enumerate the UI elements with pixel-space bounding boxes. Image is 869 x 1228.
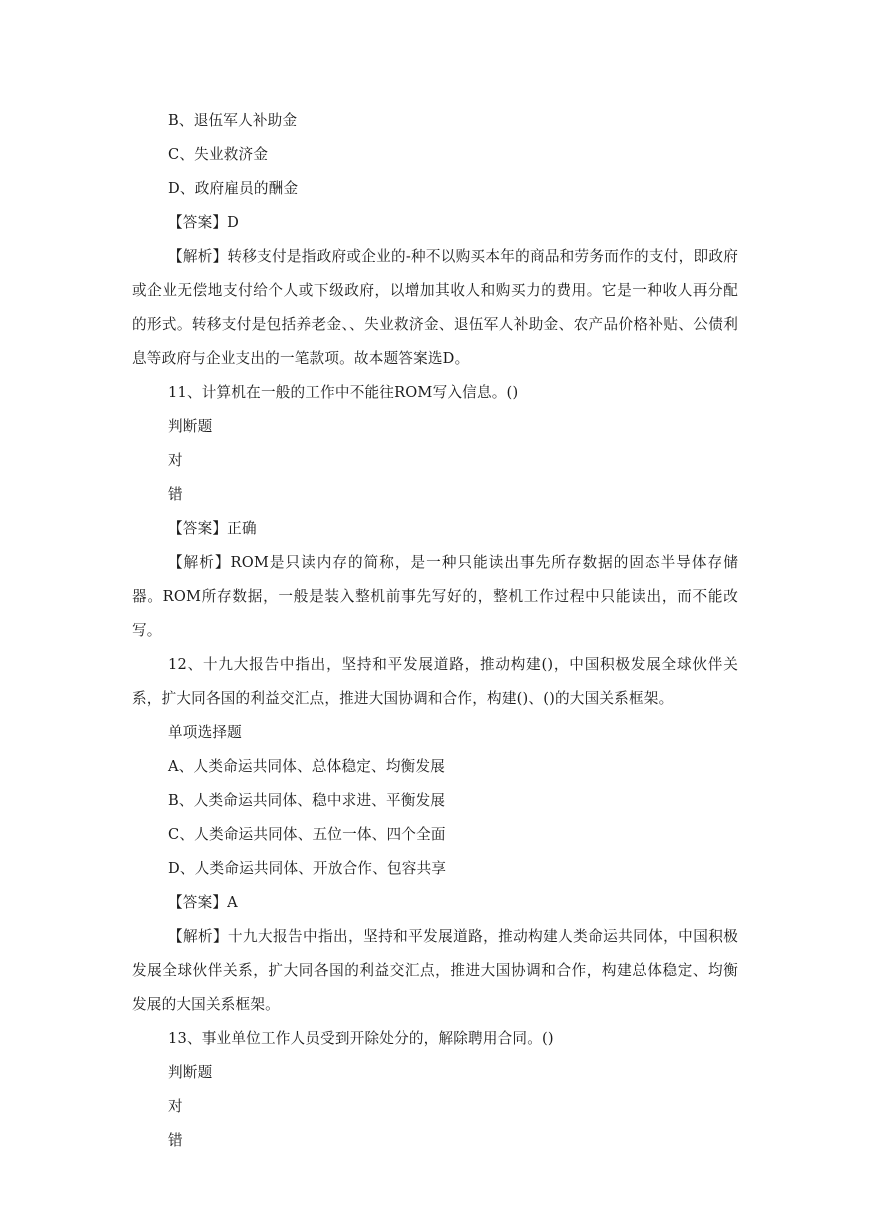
question-12: 12、十九大报告中指出，坚持和平发展道路，推动构建()，中国积极发展全球伙伴关系，扩大同各国的利益交汇点，推进大国协调和合作，构建()、()的大国关系框架。 [132, 656, 738, 707]
question-type-13: 判断题 [168, 1064, 213, 1081]
document-body [132, 104, 738, 1158]
question-type-12: 单项选择题 [168, 724, 242, 741]
option-a-12: A、人类命运共同体、总体稳定、均衡发展 [168, 758, 446, 775]
option-true-11: 对 [168, 452, 183, 469]
question-type-11: 判断题 [168, 418, 213, 435]
explanation-12: 【解析】十九大报告中指出，坚持和平发展道路，推动构建人类命运共同体，中国积极发展全球伙伴关系，扩大同各国的利益交汇点，推进大国协调和合作，构建总体稳定、均衡发展的大国关系框架。 [132, 928, 738, 1013]
option-b: B、退伍军人补助金 [168, 112, 298, 129]
answer-11: 【答案】正确 [168, 520, 257, 537]
explanation-10: 【解析】转移支付是指政府或企业的-种不以购买本年的商品和劳务而作的支付，即政府或企业无偿地支付给个人或下级政府，以增加其收人和购买力的费用。它是一种收人再分配的形式。转移支付是包括养老金、、失业救济金、退伍军人补助金、农产品价格补贴、公债利息等政府与企业支出的一笔款项。故本题答案选D。 [132, 248, 738, 367]
option-c-12: C、人类命运共同体、五位一体、四个全面 [168, 826, 446, 843]
answer-10: 【答案】D [168, 214, 240, 231]
question-11: 11、计算机在一般的工作中不能往ROM写入信息。() [168, 384, 519, 401]
question-13: 13、事业单位工作人员受到开除处分的，解除聘用合同。() [168, 1030, 554, 1047]
option-c: C、失业救济金 [168, 146, 269, 163]
option-b-12: B、人类命运共同体、稳中求进、平衡发展 [168, 792, 446, 809]
answer-12: 【答案】A [168, 894, 238, 911]
explanation-11: 【解析】ROM是只读内存的简称，是一种只能读出事先所存数据的固态半导体存储器。ROM所存数据，一般是装入整机前事先写好的，整机工作过程中只能读出，而不能改写。 [132, 554, 738, 639]
option-d: D、政府雇员的酬金 [168, 180, 299, 197]
option-d-12: D、人类命运共同体、开放合作、包容共享 [168, 860, 447, 877]
option-true-13: 对 [168, 1098, 183, 1115]
option-false-11: 错 [168, 486, 183, 503]
option-false-13: 错 [168, 1132, 183, 1149]
